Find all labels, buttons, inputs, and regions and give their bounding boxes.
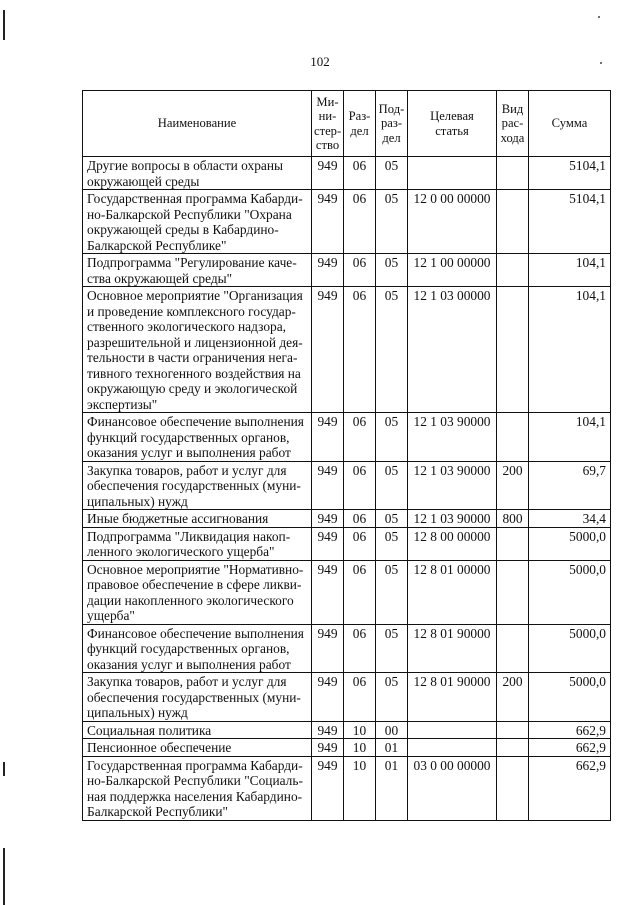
cell-section: 06	[344, 560, 376, 624]
cell-section: 10	[344, 756, 376, 820]
header-ministry: Ми- ни- стер- ство	[312, 91, 344, 157]
cell-expense-type	[497, 190, 529, 254]
cell-section: 06	[344, 461, 376, 510]
cell-target	[408, 739, 497, 757]
table-row	[83, 624, 611, 673]
budget-table	[82, 90, 611, 821]
table-row	[83, 157, 611, 190]
cell-expense-type	[497, 756, 529, 820]
cell-expense-type	[497, 739, 529, 757]
cell-amount: 662,9	[529, 739, 611, 757]
table-row	[83, 413, 611, 462]
table-row	[83, 190, 611, 254]
cell-name: Финансовое обеспечение выполнения функций государственных органов, оказания услуг и выполнения работ	[83, 624, 312, 673]
cell-section: 06	[344, 527, 376, 560]
cell-target: 12 8 01 90000	[408, 673, 497, 722]
cell-expense-type	[497, 157, 529, 190]
cell-target: 12 8 01 00000	[408, 560, 497, 624]
table-row	[83, 510, 611, 528]
cell-section: 10	[344, 721, 376, 739]
cell-target: 12 1 03 90000	[408, 461, 497, 510]
cell-name: Закупка товаров, работ и услуг для обеспечения государственных (муни- ципальных) нужд	[83, 461, 312, 510]
cell-subsection: 01	[376, 739, 408, 757]
header-subsection: Под- раз- дел	[376, 91, 408, 157]
cell-name: Основное мероприятие "Организация и проведение комплексного государ- ственного экологического надзора, разрешительной и лицензионной дея- тельности в части ограничения нега- тивного техногенного воздействия на окружающую среду и экологической экспертизы"	[83, 287, 312, 413]
cell-ministry: 949	[312, 254, 344, 287]
cell-ministry: 949	[312, 739, 344, 757]
table-row	[83, 756, 611, 820]
table-row	[83, 254, 611, 287]
cell-subsection: 05	[376, 254, 408, 287]
cell-amount: 662,9	[529, 721, 611, 739]
cell-amount: 69,7	[529, 461, 611, 510]
cell-name: Подпрограмма "Регулирование каче- ства окружающей среды"	[83, 254, 312, 287]
cell-target	[408, 721, 497, 739]
scan-edge-mark	[3, 848, 5, 905]
cell-section: 06	[344, 287, 376, 413]
cell-ministry: 949	[312, 560, 344, 624]
cell-ministry: 949	[312, 624, 344, 673]
cell-amount: 5000,0	[529, 527, 611, 560]
table-row	[83, 721, 611, 739]
cell-amount: 5000,0	[529, 673, 611, 722]
cell-target	[408, 157, 497, 190]
cell-subsection: 05	[376, 413, 408, 462]
cell-target: 03 0 00 00000	[408, 756, 497, 820]
table-row	[83, 560, 611, 624]
cell-target: 12 0 00 00000	[408, 190, 497, 254]
cell-name: Закупка товаров, работ и услуг для обеспечения государственных (муни- ципальных) нужд	[83, 673, 312, 722]
cell-ministry: 949	[312, 673, 344, 722]
scan-speck	[598, 16, 600, 18]
cell-target: 12 1 03 90000	[408, 510, 497, 528]
header-amount: Сумма	[529, 91, 611, 157]
cell-name: Иные бюджетные ассигнования	[83, 510, 312, 528]
cell-subsection: 01	[376, 756, 408, 820]
cell-ministry: 949	[312, 190, 344, 254]
cell-name: Подпрограмма "Ликвидация накоп- ленного экологического ущерба"	[83, 527, 312, 560]
cell-target: 12 8 00 00000	[408, 527, 497, 560]
cell-expense-type	[497, 413, 529, 462]
table-row	[83, 287, 611, 413]
cell-amount: 5104,1	[529, 190, 611, 254]
cell-amount: 34,4	[529, 510, 611, 528]
header-target: Целевая статья	[408, 91, 497, 157]
cell-subsection: 05	[376, 510, 408, 528]
cell-name: Основное мероприятие "Нормативно- правовое обеспечение в сфере ликви- дации накопленного экологического ущерба"	[83, 560, 312, 624]
cell-ministry: 949	[312, 157, 344, 190]
cell-expense-type: 200	[497, 461, 529, 510]
table-header-row	[83, 91, 611, 157]
cell-section: 06	[344, 510, 376, 528]
cell-ministry: 949	[312, 461, 344, 510]
cell-amount: 104,1	[529, 254, 611, 287]
cell-section: 06	[344, 157, 376, 190]
cell-expense-type: 200	[497, 673, 529, 722]
header-expense-type: Вид рас- хода	[497, 91, 529, 157]
cell-amount: 5000,0	[529, 624, 611, 673]
cell-section: 06	[344, 413, 376, 462]
cell-target: 12 1 03 00000	[408, 287, 497, 413]
cell-expense-type	[497, 254, 529, 287]
cell-target: 12 1 00 00000	[408, 254, 497, 287]
cell-expense-type	[497, 560, 529, 624]
cell-target: 12 1 03 90000	[408, 413, 497, 462]
cell-amount: 104,1	[529, 287, 611, 413]
cell-ministry: 949	[312, 413, 344, 462]
cell-amount: 104,1	[529, 413, 611, 462]
header-section: Раз- дел	[344, 91, 376, 157]
scan-edge-mark	[3, 10, 5, 40]
cell-subsection: 05	[376, 560, 408, 624]
scan-edge-mark	[3, 762, 5, 776]
cell-subsection: 00	[376, 721, 408, 739]
cell-amount: 5000,0	[529, 560, 611, 624]
cell-amount: 662,9	[529, 756, 611, 820]
cell-expense-type	[497, 287, 529, 413]
cell-subsection: 05	[376, 157, 408, 190]
cell-ministry: 949	[312, 721, 344, 739]
cell-subsection: 05	[376, 673, 408, 722]
cell-name: Государственная программа Кабарди- но-Балкарской Республики "Охрана окружающей среды в Кабардино- Балкарской Республике"	[83, 190, 312, 254]
cell-subsection: 05	[376, 527, 408, 560]
cell-section: 06	[344, 673, 376, 722]
header-name: Наименование	[83, 91, 312, 157]
cell-name: Пенсионное обеспечение	[83, 739, 312, 757]
cell-name: Другие вопросы в области охраны окружающей среды	[83, 157, 312, 190]
cell-section: 10	[344, 739, 376, 757]
table-row	[83, 527, 611, 560]
table-row	[83, 739, 611, 757]
cell-expense-type	[497, 624, 529, 673]
cell-expense-type	[497, 527, 529, 560]
cell-ministry: 949	[312, 287, 344, 413]
table-row	[83, 461, 611, 510]
cell-subsection: 05	[376, 287, 408, 413]
cell-ministry: 949	[312, 527, 344, 560]
cell-subsection: 05	[376, 190, 408, 254]
cell-amount: 5104,1	[529, 157, 611, 190]
cell-name: Социальная политика	[83, 721, 312, 739]
cell-expense-type: 800	[497, 510, 529, 528]
cell-subsection: 05	[376, 624, 408, 673]
cell-ministry: 949	[312, 510, 344, 528]
cell-expense-type	[497, 721, 529, 739]
cell-target: 12 8 01 90000	[408, 624, 497, 673]
table-body	[83, 157, 611, 821]
cell-name: Государственная программа Кабарди- но-Балкарской Республики "Социаль- ная поддержка населения Кабардино- Балкарской Республики"	[83, 756, 312, 820]
cell-subsection: 05	[376, 461, 408, 510]
table-row	[83, 673, 611, 722]
page-number: 102	[310, 54, 330, 69]
cell-ministry: 949	[312, 756, 344, 820]
cell-section: 06	[344, 254, 376, 287]
cell-name: Финансовое обеспечение выполнения функций государственных органов, оказания услуг и выполнения работ	[83, 413, 312, 462]
cell-section: 06	[344, 624, 376, 673]
cell-section: 06	[344, 190, 376, 254]
